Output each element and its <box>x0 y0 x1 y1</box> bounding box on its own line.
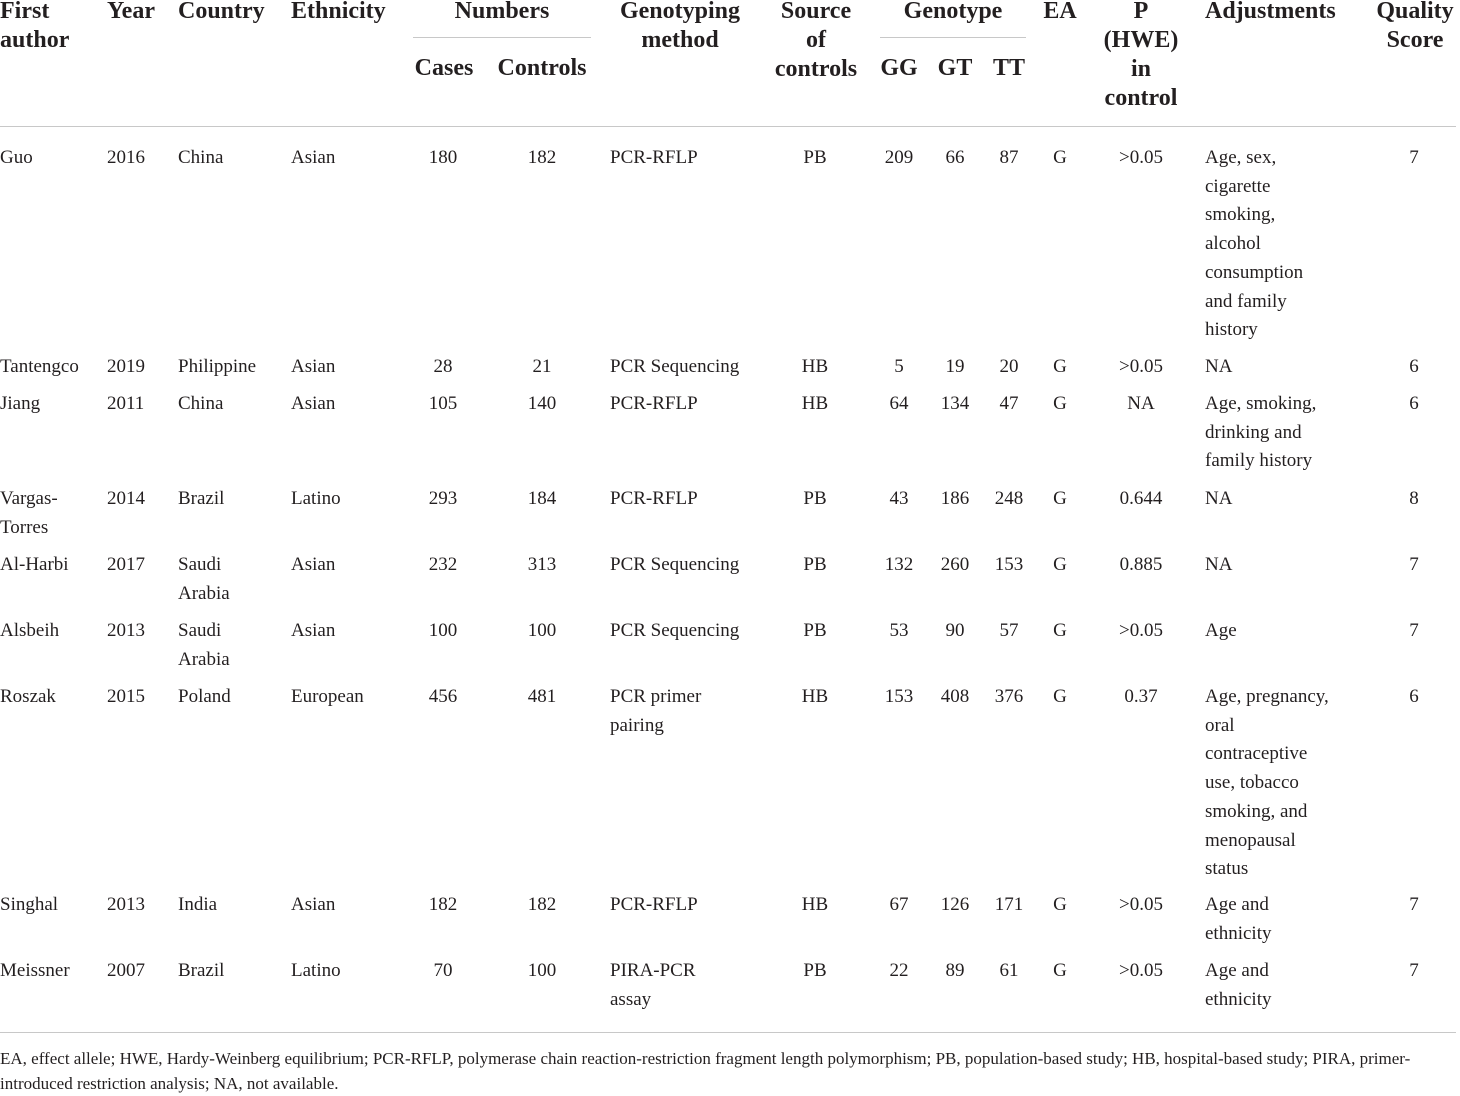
cell-adjustments: Age, smoking, <box>1205 393 1317 414</box>
cell-quality: 8 <box>1409 488 1419 509</box>
cell-ea: G <box>1053 960 1067 981</box>
cell-ethnicity: Asian <box>291 894 336 915</box>
header-p-hwe: in <box>1130 56 1151 82</box>
cell-adjustments: ethnicity <box>1205 988 1272 1010</box>
cell-author: Vargas- <box>0 488 58 509</box>
cell-gg: 153 <box>884 686 914 707</box>
cell-p: >0.05 <box>1119 147 1163 168</box>
cell-source: PB <box>803 960 827 981</box>
cell-method: PCR Sequencing <box>610 620 740 641</box>
header-first-author: First <box>0 0 50 24</box>
cell-p: >0.05 <box>1119 620 1163 641</box>
cell-adjustments: NA <box>1205 554 1233 575</box>
cell-ea: G <box>1053 894 1067 915</box>
cell-country: Brazil <box>178 488 225 509</box>
cell-controls: 21 <box>532 356 552 377</box>
header-numbers: Numbers <box>454 0 550 24</box>
cell-method: PCR Sequencing <box>610 356 740 377</box>
cell-cases: 232 <box>428 554 458 575</box>
cell-country: Saudi <box>178 620 222 641</box>
cell-adjustments: smoking, <box>1205 204 1276 226</box>
header-quality-score: Quality <box>1376 0 1454 24</box>
cell-gt: 66 <box>945 147 965 168</box>
header-source-of-controls: of <box>806 27 826 53</box>
cell-method: PCR-RFLP <box>610 393 698 414</box>
cell-ethnicity: Asian <box>291 393 336 414</box>
cell-ethnicity: Latino <box>291 960 341 981</box>
cell-ea: G <box>1053 620 1067 641</box>
cell-adjustments: use, tobacco <box>1205 772 1299 794</box>
cell-p: 0.885 <box>1119 554 1163 575</box>
cell-cases: 100 <box>428 620 458 641</box>
cell-adjustments: Age <box>1205 620 1237 641</box>
cell-gt: 408 <box>940 686 970 707</box>
header-first-author: author <box>0 27 70 53</box>
cell-ea: G <box>1053 686 1067 707</box>
numbers-subheader-rule <box>413 37 591 38</box>
cell-source: HB <box>801 686 829 707</box>
header-ea: EA <box>1043 0 1077 24</box>
cell-method: assay <box>610 988 652 1010</box>
cell-gg: 67 <box>889 894 909 915</box>
cell-adjustments: consumption <box>1205 261 1304 283</box>
cell-gg: 5 <box>894 356 904 377</box>
cell-author: Meissner <box>0 960 70 981</box>
cell-method: PCR Sequencing <box>610 554 740 575</box>
header-genotype: Genotype <box>903 0 1003 24</box>
cell-method: PIRA-PCR <box>610 960 696 981</box>
cell-year: 2017 <box>107 554 145 575</box>
cell-cases: 182 <box>428 894 458 915</box>
cell-gg: 53 <box>889 620 909 641</box>
cell-tt: 47 <box>999 393 1019 414</box>
cell-ethnicity: Asian <box>291 620 336 641</box>
cell-country: Arabia <box>178 648 230 670</box>
cell-controls: 313 <box>527 554 557 575</box>
cell-country: Arabia <box>178 582 230 604</box>
cell-quality: 6 <box>1409 393 1419 414</box>
cell-tt: 61 <box>999 960 1019 981</box>
cell-adjustments: menopausal <box>1205 829 1296 851</box>
cell-quality: 7 <box>1409 894 1419 915</box>
header-year: Year <box>107 0 155 24</box>
cell-tt: 87 <box>999 147 1019 168</box>
header-controls: Controls <box>497 55 587 81</box>
header-p-hwe: P <box>1133 0 1149 24</box>
cell-adjustments: contraceptive <box>1205 743 1308 765</box>
cell-gt: 126 <box>940 894 970 915</box>
header-ethnicity: Ethnicity <box>291 0 386 24</box>
cell-method: PCR-RFLP <box>610 894 698 915</box>
cell-method: pairing <box>610 714 664 736</box>
cell-p: NA <box>1127 393 1155 414</box>
header-p-hwe: control <box>1104 85 1178 111</box>
cell-adjustments: family history <box>1205 450 1313 472</box>
cell-quality: 7 <box>1409 620 1419 641</box>
cell-ea: G <box>1053 147 1067 168</box>
cell-cases: 28 <box>433 356 453 377</box>
cell-controls: 184 <box>527 488 557 509</box>
cell-source: PB <box>803 488 827 509</box>
cell-gg: 209 <box>884 147 914 168</box>
cell-ea: G <box>1053 488 1067 509</box>
cell-adjustments: NA <box>1205 488 1233 509</box>
cell-controls: 481 <box>527 686 557 707</box>
header-genotyping-method: method <box>641 27 719 53</box>
cell-p: >0.05 <box>1119 960 1163 981</box>
cell-tt: 171 <box>994 894 1024 915</box>
cell-tt: 20 <box>999 356 1019 377</box>
cell-cases: 180 <box>428 147 458 168</box>
cell-method: PCR-RFLP <box>610 147 698 168</box>
cell-controls: 100 <box>527 620 557 641</box>
cell-adjustments: cigarette <box>1205 175 1271 197</box>
cell-author: Torres <box>0 516 49 538</box>
cell-gg: 132 <box>884 554 914 575</box>
cell-source: HB <box>801 356 829 377</box>
cell-controls: 140 <box>527 393 557 414</box>
header-quality-score: Score <box>1386 27 1444 53</box>
cell-adjustments: NA <box>1205 356 1233 377</box>
cell-adjustments: ethnicity <box>1205 922 1272 944</box>
cell-ethnicity: European <box>291 686 364 707</box>
cell-adjustments: Age and <box>1205 960 1269 981</box>
cell-source: PB <box>803 554 827 575</box>
cell-p: >0.05 <box>1119 894 1163 915</box>
cell-p: 0.644 <box>1119 488 1163 509</box>
table-bottom-rule <box>0 1032 1456 1033</box>
cell-tt: 57 <box>999 620 1019 641</box>
header-cases: Cases <box>414 55 474 81</box>
header-gt: GT <box>937 55 973 81</box>
cell-ea: G <box>1053 554 1067 575</box>
cell-author: Alsbeih <box>0 620 60 641</box>
cell-year: 2016 <box>107 147 145 168</box>
table-footnote: EA, effect allele; HWE, Hardy-Weinberg equilibrium; PCR-RFLP, polymerase chain reaction-restriction fragment length polymorphism; PB, population-based study; HB, hospital-based study; PIRA, primer-introduced restriction analysis; NA, not available. <box>0 1049 1411 1093</box>
cell-p: 0.37 <box>1124 686 1158 707</box>
cell-country: Poland <box>178 686 231 707</box>
cell-country: Saudi <box>178 554 222 575</box>
cell-gt: 90 <box>945 620 965 641</box>
cell-author: Guo <box>0 147 33 168</box>
cell-quality: 7 <box>1409 960 1419 981</box>
cell-adjustments: smoking, and <box>1205 800 1308 822</box>
header-p-hwe: (HWE) <box>1103 27 1179 53</box>
header-country: Country <box>178 0 265 24</box>
cell-author: Al-Harbi <box>0 554 69 575</box>
cell-quality: 6 <box>1409 356 1419 377</box>
cell-year: 2013 <box>107 894 145 915</box>
cell-adjustments: Age, sex, <box>1205 147 1277 168</box>
header-gg: GG <box>880 55 918 81</box>
cell-quality: 6 <box>1409 686 1419 707</box>
cell-source: HB <box>801 393 829 414</box>
cell-adjustments: history <box>1205 319 1258 341</box>
cell-controls: 100 <box>527 960 557 981</box>
cell-cases: 70 <box>433 960 453 981</box>
cell-country: Brazil <box>178 960 225 981</box>
cell-source: HB <box>801 894 829 915</box>
cell-gt: 89 <box>945 960 965 981</box>
cell-cases: 456 <box>428 686 458 707</box>
cell-gt: 186 <box>940 488 970 509</box>
cell-ethnicity: Latino <box>291 488 341 509</box>
cell-controls: 182 <box>527 147 557 168</box>
cell-quality: 7 <box>1409 554 1419 575</box>
cell-gt: 134 <box>940 393 970 414</box>
cell-year: 2015 <box>107 686 145 707</box>
cell-tt: 248 <box>994 488 1024 509</box>
cell-author: Singhal <box>0 894 59 915</box>
cell-quality: 7 <box>1409 147 1419 168</box>
cell-adjustments: Age and <box>1205 894 1269 915</box>
cell-year: 2013 <box>107 620 145 641</box>
cell-ethnicity: Asian <box>291 147 336 168</box>
cell-country: China <box>178 393 224 414</box>
cell-country: Philippine <box>178 356 257 377</box>
cell-cases: 293 <box>428 488 458 509</box>
genotype-subheader-rule <box>880 37 1026 38</box>
cell-adjustments: alcohol <box>1205 233 1261 255</box>
cell-tt: 153 <box>994 554 1024 575</box>
cell-gg: 64 <box>889 393 909 414</box>
cell-year: 2011 <box>107 393 145 414</box>
cell-adjustments: oral <box>1205 714 1235 736</box>
cell-ethnicity: Asian <box>291 554 336 575</box>
cell-adjustments: and family <box>1205 290 1287 312</box>
header-bottom-rule <box>0 126 1456 127</box>
cell-author: Roszak <box>0 686 56 707</box>
header-adjustments: Adjustments <box>1205 0 1336 24</box>
header-source-of-controls: Source <box>780 0 852 24</box>
cell-p: >0.05 <box>1119 356 1163 377</box>
header-source-of-controls: controls <box>774 56 858 82</box>
cell-country: India <box>178 894 218 915</box>
cell-method: PCR-RFLP <box>610 488 698 509</box>
header-tt: TT <box>992 55 1025 81</box>
cell-country: China <box>178 147 224 168</box>
cell-author: Tantengco <box>0 356 79 377</box>
cell-source: PB <box>803 147 827 168</box>
cell-author: Jiang <box>0 393 41 414</box>
cell-adjustments: Age, pregnancy, <box>1205 686 1329 707</box>
cell-year: 2014 <box>107 488 145 509</box>
cell-adjustments: drinking and <box>1205 421 1302 443</box>
cell-tt: 376 <box>994 686 1024 707</box>
cell-cases: 105 <box>428 393 458 414</box>
cell-gg: 22 <box>889 960 909 981</box>
cell-year: 2019 <box>107 356 145 377</box>
cell-gt: 19 <box>945 356 965 377</box>
cell-adjustments: status <box>1205 858 1249 880</box>
cell-source: PB <box>803 620 827 641</box>
header-genotyping-method: Genotyping <box>619 0 741 24</box>
cell-ea: G <box>1053 356 1067 377</box>
cell-gg: 43 <box>889 488 909 509</box>
cell-controls: 182 <box>527 894 557 915</box>
cell-gt: 260 <box>940 554 970 575</box>
cell-method: PCR primer <box>610 686 702 707</box>
cell-year: 2007 <box>107 960 145 981</box>
cell-ea: G <box>1053 393 1067 414</box>
cell-ethnicity: Asian <box>291 356 336 377</box>
